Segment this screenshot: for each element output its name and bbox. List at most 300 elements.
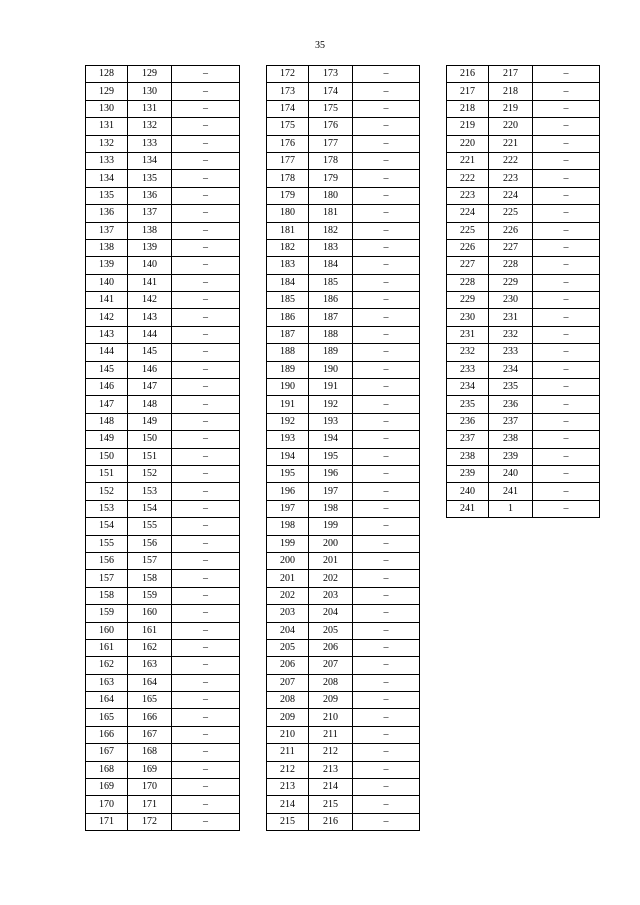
table-cell: –	[353, 796, 420, 813]
table-cell: –	[353, 761, 420, 778]
table-cell: 230	[447, 309, 489, 326]
table-cell: –	[353, 413, 420, 430]
table-cell: 171	[86, 813, 128, 830]
table-row	[86, 761, 240, 778]
table-cell: 205	[309, 622, 353, 639]
table-cell: 178	[309, 152, 353, 169]
table-cell: –	[172, 396, 240, 413]
table-cell: –	[533, 257, 600, 274]
table-cell: –	[533, 361, 600, 378]
table-cell: 220	[447, 135, 489, 152]
table-cell: 190	[309, 361, 353, 378]
table-row	[267, 779, 420, 796]
table-cell: 169	[128, 761, 172, 778]
table-cell: 169	[86, 779, 128, 796]
table-cell: 148	[86, 413, 128, 430]
table-cell: –	[172, 605, 240, 622]
table-cell: 172	[267, 66, 309, 83]
table-cell: –	[172, 83, 240, 100]
table-cell: 152	[128, 465, 172, 482]
table-cell: –	[353, 657, 420, 674]
table-cell: –	[353, 744, 420, 761]
table-row	[267, 726, 420, 743]
table-cell: 213	[267, 779, 309, 796]
table-cell: 216	[309, 813, 353, 830]
table-cell: 217	[447, 83, 489, 100]
table-cell: 195	[267, 465, 309, 482]
table-cell: 140	[128, 257, 172, 274]
table-cell: 158	[86, 587, 128, 604]
table-cell: –	[172, 292, 240, 309]
table-row	[267, 431, 420, 448]
table-cell: 223	[447, 187, 489, 204]
table-row	[447, 239, 600, 256]
table-cell: 237	[489, 413, 533, 430]
table-cell: 232	[447, 344, 489, 361]
table-row	[447, 66, 600, 83]
table-cell: 155	[86, 535, 128, 552]
table-cell: –	[172, 796, 240, 813]
table-cell: –	[172, 674, 240, 691]
table-cell: 195	[309, 448, 353, 465]
table-cell: 203	[309, 587, 353, 604]
table-cell: –	[172, 379, 240, 396]
table-row	[267, 239, 420, 256]
table-cell: 206	[309, 639, 353, 656]
table-row	[447, 465, 600, 482]
table-cell: 143	[86, 326, 128, 343]
table-cell: –	[172, 205, 240, 222]
table-cell: –	[533, 135, 600, 152]
table-cell: 235	[447, 396, 489, 413]
table-cell: 176	[309, 118, 353, 135]
table-cell: –	[172, 222, 240, 239]
table-cell: 224	[447, 205, 489, 222]
table-row	[447, 344, 600, 361]
table-cell: –	[172, 518, 240, 535]
table-cell: 198	[309, 500, 353, 517]
table-cell: 164	[128, 674, 172, 691]
table-row	[86, 518, 240, 535]
table-cell: –	[353, 205, 420, 222]
table-cell: 156	[128, 535, 172, 552]
table-cell: 222	[447, 170, 489, 187]
table-cell: 241	[489, 483, 533, 500]
table-cell: –	[172, 779, 240, 796]
table-cell: 157	[86, 570, 128, 587]
table-cell: 131	[86, 118, 128, 135]
table-cell: 199	[267, 535, 309, 552]
table-row	[267, 257, 420, 274]
table-cell: 189	[267, 361, 309, 378]
table-row	[86, 396, 240, 413]
table-cell: 1	[489, 500, 533, 517]
table-cell: 222	[489, 152, 533, 169]
table-cell: –	[172, 465, 240, 482]
table-row	[86, 100, 240, 117]
table-row	[267, 622, 420, 639]
table-row	[267, 222, 420, 239]
table-cell: 208	[309, 674, 353, 691]
table-cell: –	[353, 483, 420, 500]
table-cell: 163	[128, 657, 172, 674]
table-cell: 163	[86, 674, 128, 691]
table-cell: 140	[86, 274, 128, 291]
table-cell: –	[172, 744, 240, 761]
table-row	[447, 83, 600, 100]
table-row	[267, 483, 420, 500]
table-cell: 149	[86, 431, 128, 448]
table-cell: 202	[267, 587, 309, 604]
table-cell: 150	[86, 448, 128, 465]
table-cell: 213	[309, 761, 353, 778]
table-cell: –	[172, 500, 240, 517]
table-row	[267, 674, 420, 691]
table-cell: 192	[267, 413, 309, 430]
table-cell: 218	[489, 83, 533, 100]
table-row	[267, 796, 420, 813]
table-row	[86, 118, 240, 135]
table-row	[447, 309, 600, 326]
table-cell: 231	[489, 309, 533, 326]
table-cell: 146	[128, 361, 172, 378]
table-row	[267, 309, 420, 326]
table-cell: 154	[128, 500, 172, 517]
table-row	[267, 413, 420, 430]
table-cell: 204	[309, 605, 353, 622]
table-cell: 162	[128, 639, 172, 656]
table-row	[86, 344, 240, 361]
table-cell: 240	[447, 483, 489, 500]
table-row	[86, 257, 240, 274]
table-cell: 226	[447, 239, 489, 256]
table-cell: 149	[128, 413, 172, 430]
table-cell: 157	[128, 552, 172, 569]
table-row	[86, 605, 240, 622]
table-cell: 170	[86, 796, 128, 813]
table-cell: 181	[267, 222, 309, 239]
table-cell: 240	[489, 465, 533, 482]
table-cell: –	[353, 813, 420, 830]
table-cell: 162	[86, 657, 128, 674]
table-row	[447, 361, 600, 378]
table-cell: 178	[267, 170, 309, 187]
table-cell: 227	[447, 257, 489, 274]
table-cell: 179	[267, 187, 309, 204]
table-cell: 203	[267, 605, 309, 622]
table-cell: –	[172, 66, 240, 83]
table-cell: –	[353, 622, 420, 639]
table-cell: –	[353, 118, 420, 135]
table-cell: –	[172, 170, 240, 187]
table-cell: 167	[128, 726, 172, 743]
table-cell: 138	[86, 239, 128, 256]
table-cell: –	[353, 639, 420, 656]
table-row	[447, 170, 600, 187]
table-cell: 143	[128, 309, 172, 326]
table-cell: 194	[267, 448, 309, 465]
table-row	[267, 761, 420, 778]
table-row	[86, 205, 240, 222]
table-cell: –	[353, 379, 420, 396]
table-cell: 227	[489, 239, 533, 256]
table-cell: 226	[489, 222, 533, 239]
table-cell: –	[533, 379, 600, 396]
table-row	[267, 448, 420, 465]
table-cell: 187	[309, 309, 353, 326]
table-cell: 238	[489, 431, 533, 448]
table-cell: 234	[489, 361, 533, 378]
table-row	[267, 170, 420, 187]
table-cell: 183	[267, 257, 309, 274]
table-cell: –	[172, 413, 240, 430]
table-row	[86, 361, 240, 378]
table-cell: –	[533, 152, 600, 169]
table-cell: 159	[86, 605, 128, 622]
table-cell: 156	[86, 552, 128, 569]
table-row	[267, 744, 420, 761]
table-cell: 177	[309, 135, 353, 152]
table-cell: –	[353, 66, 420, 83]
table-cell: –	[172, 692, 240, 709]
table-row	[86, 413, 240, 430]
table-cell: 191	[309, 379, 353, 396]
table-row	[86, 465, 240, 482]
table-row	[447, 274, 600, 291]
table-cell: –	[353, 570, 420, 587]
table-cell: 129	[128, 66, 172, 83]
table-cell: –	[172, 326, 240, 343]
table-cell: 219	[489, 100, 533, 117]
table-cell: 174	[309, 83, 353, 100]
table-row	[267, 396, 420, 413]
table-cell: –	[353, 692, 420, 709]
table-cell: 151	[86, 465, 128, 482]
table-cell: 159	[128, 587, 172, 604]
table-cell: –	[353, 518, 420, 535]
table-cell: 155	[128, 518, 172, 535]
table-cell: 239	[447, 465, 489, 482]
table-row	[267, 587, 420, 604]
table-cell: 172	[128, 813, 172, 830]
table-cell: 208	[267, 692, 309, 709]
table-cell: 239	[489, 448, 533, 465]
table-cell: –	[353, 465, 420, 482]
table-cell: 175	[267, 118, 309, 135]
table-row	[267, 657, 420, 674]
table-row	[86, 726, 240, 743]
table-cell: 137	[86, 222, 128, 239]
table-cell: 229	[489, 274, 533, 291]
table-cell: 147	[128, 379, 172, 396]
table-cell: –	[533, 483, 600, 500]
table-row	[86, 813, 240, 830]
table-cell: –	[172, 622, 240, 639]
table-cell: –	[172, 657, 240, 674]
table-cell: 181	[309, 205, 353, 222]
table-cell: 151	[128, 448, 172, 465]
table-cell: –	[353, 396, 420, 413]
table-cell: 171	[128, 796, 172, 813]
table-cell: 135	[86, 187, 128, 204]
table-row	[447, 152, 600, 169]
table-row	[86, 744, 240, 761]
table-cell: 161	[86, 639, 128, 656]
table-row	[267, 518, 420, 535]
table-cell: 180	[309, 187, 353, 204]
table-cell: 145	[86, 361, 128, 378]
table-cell: –	[353, 309, 420, 326]
table-cell: 129	[86, 83, 128, 100]
table-cell: –	[172, 726, 240, 743]
table-cell: 199	[309, 518, 353, 535]
table-cell: 142	[86, 309, 128, 326]
table-cell: –	[172, 239, 240, 256]
table-row	[267, 135, 420, 152]
table-row	[86, 500, 240, 517]
table-cell: 237	[447, 431, 489, 448]
table-row	[267, 465, 420, 482]
table-cell: –	[533, 170, 600, 187]
table-cell: 224	[489, 187, 533, 204]
table-cell: 216	[447, 66, 489, 83]
table-cell: 153	[128, 483, 172, 500]
table-cell: 220	[489, 118, 533, 135]
table-cell: –	[533, 205, 600, 222]
table-cell: –	[353, 170, 420, 187]
table-row	[447, 396, 600, 413]
table-row	[86, 779, 240, 796]
table-cell: 204	[267, 622, 309, 639]
table-cell: 173	[309, 66, 353, 83]
table-row	[267, 100, 420, 117]
table-cell: 238	[447, 448, 489, 465]
table-row	[447, 100, 600, 117]
table-cell: 150	[128, 431, 172, 448]
table-cell: –	[172, 118, 240, 135]
table-cell: 233	[489, 344, 533, 361]
table-cell: 219	[447, 118, 489, 135]
table-cell: –	[533, 292, 600, 309]
table-cell: 138	[128, 222, 172, 239]
table-cell: –	[172, 761, 240, 778]
table-row	[267, 535, 420, 552]
table-cell: –	[353, 361, 420, 378]
table-cell: –	[533, 239, 600, 256]
table-cell: –	[533, 274, 600, 291]
table-column-3	[446, 65, 600, 518]
table-cell: 232	[489, 326, 533, 343]
table-cell: 197	[267, 500, 309, 517]
table-cell: 211	[267, 744, 309, 761]
table-cell: 158	[128, 570, 172, 587]
table-cell: 173	[267, 83, 309, 100]
table-cell: 215	[309, 796, 353, 813]
table-cell: 218	[447, 100, 489, 117]
table-cell: 194	[309, 431, 353, 448]
table-cell: 186	[309, 292, 353, 309]
table-cell: –	[533, 344, 600, 361]
table-row	[267, 66, 420, 83]
table-cell: 134	[86, 170, 128, 187]
table-cell: –	[533, 500, 600, 517]
table-row	[267, 344, 420, 361]
table-cell: 211	[309, 726, 353, 743]
table-cell: –	[172, 361, 240, 378]
table-cell: 131	[128, 100, 172, 117]
table-cell: –	[353, 187, 420, 204]
table-cell: 230	[489, 292, 533, 309]
table-row	[267, 379, 420, 396]
table-cell: –	[172, 309, 240, 326]
table-cell: –	[172, 135, 240, 152]
table-cell: –	[172, 152, 240, 169]
table-row	[267, 361, 420, 378]
table-cell: 214	[309, 779, 353, 796]
table-cell: 185	[309, 274, 353, 291]
table-cell: 184	[309, 257, 353, 274]
table-cell: 180	[267, 205, 309, 222]
table-cell: –	[353, 152, 420, 169]
table-row	[86, 674, 240, 691]
table-cell: 176	[267, 135, 309, 152]
table-cell: –	[353, 448, 420, 465]
table-row	[447, 135, 600, 152]
table-cell: 167	[86, 744, 128, 761]
table-cell: 200	[309, 535, 353, 552]
table-cell: 190	[267, 379, 309, 396]
table-cell: –	[533, 465, 600, 482]
table-row	[267, 813, 420, 830]
table-cell: –	[353, 292, 420, 309]
table-cell: –	[172, 639, 240, 656]
table-cell: 217	[489, 66, 533, 83]
table-cell: 144	[128, 326, 172, 343]
table-cell: 202	[309, 570, 353, 587]
table-cell: 215	[267, 813, 309, 830]
table-cell: 183	[309, 239, 353, 256]
table-cell: –	[353, 222, 420, 239]
table-cell: 147	[86, 396, 128, 413]
table-cell: –	[353, 257, 420, 274]
table-cell: 209	[267, 709, 309, 726]
table-row	[267, 639, 420, 656]
table-row	[447, 431, 600, 448]
table-row	[86, 152, 240, 169]
table-row	[267, 692, 420, 709]
table-cell: –	[353, 239, 420, 256]
table-cell: 185	[267, 292, 309, 309]
table-row	[86, 379, 240, 396]
table-row	[447, 448, 600, 465]
table-cell: 141	[86, 292, 128, 309]
table-cell: 188	[267, 344, 309, 361]
table-cell: 160	[86, 622, 128, 639]
table-cell: –	[353, 431, 420, 448]
table-cell: –	[353, 605, 420, 622]
table-cell: –	[533, 83, 600, 100]
table-cell: 197	[309, 483, 353, 500]
table-cell: 174	[267, 100, 309, 117]
table-cell: 207	[267, 674, 309, 691]
table-cell: 221	[447, 152, 489, 169]
table-row	[267, 709, 420, 726]
table-cell: –	[172, 552, 240, 569]
table-row	[267, 552, 420, 569]
table-row	[86, 657, 240, 674]
table-cell: –	[353, 500, 420, 517]
table-cell: 133	[128, 135, 172, 152]
